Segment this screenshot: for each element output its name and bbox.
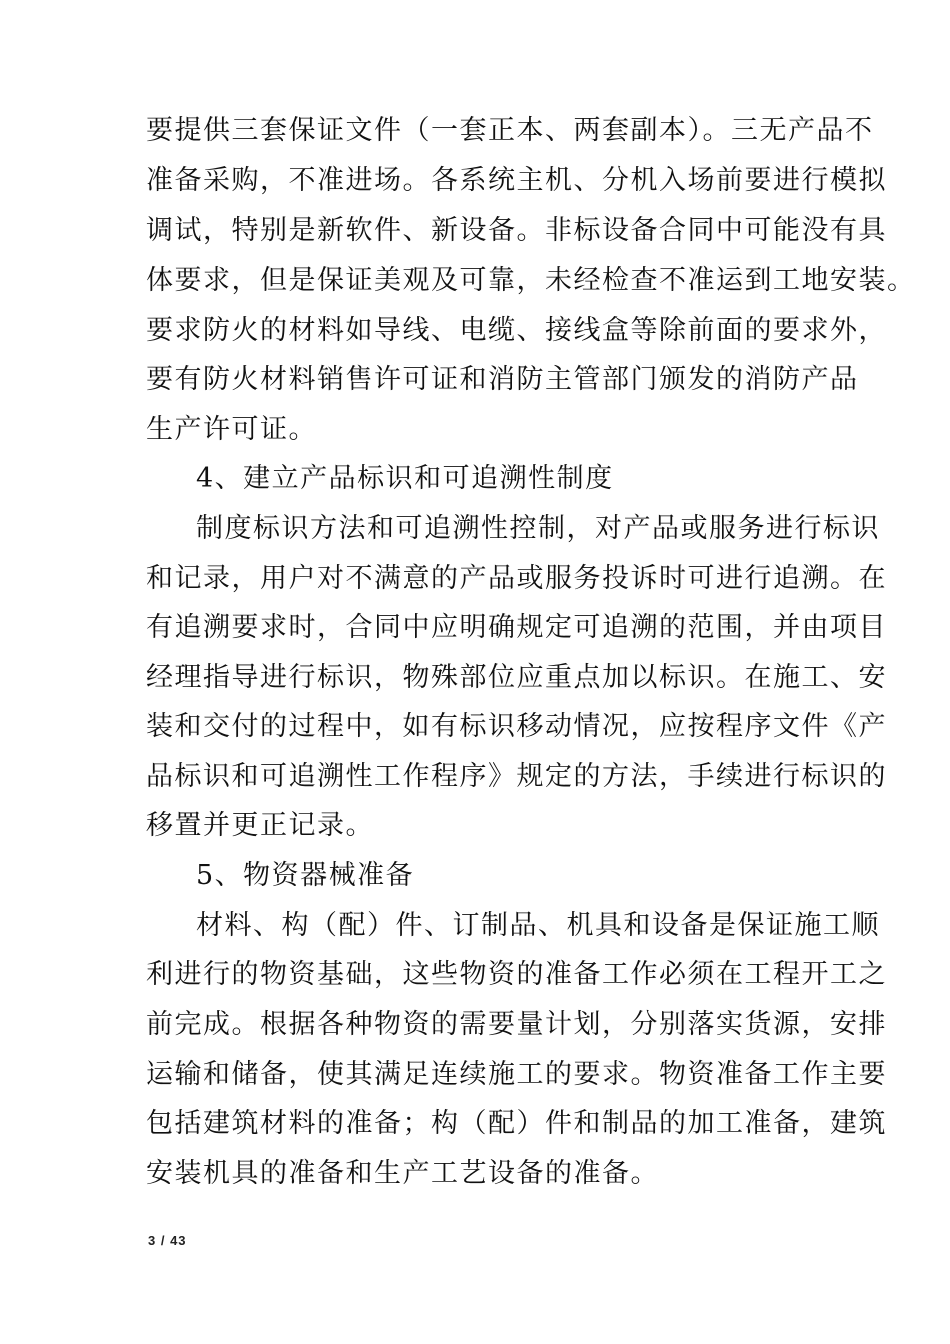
body-text-line: 调试，特别是新软件、新设备。非标设备合同中可能没有具 (146, 215, 887, 246)
body-text-line: 要求防火的材料如导线、电缆、接线盒等除前面的要求外， (146, 315, 887, 346)
body-text-line: 安装机具的准备和生产工艺设备的准备。 (146, 1158, 659, 1189)
body-text-line: 装和交付的过程中，如有标识移动情况，应按程序文件《产 (146, 711, 887, 742)
body-text-line: 要有防火材料销售许可证和消防主管部门颁发的消防产品 (146, 364, 859, 395)
body-text-line: 运输和储备，使其满足连续施工的要求。物资准备工作主要 (146, 1059, 887, 1090)
body-text-line: 生产许可证。 (146, 414, 317, 445)
body-text-line: 移置并更正记录。 (146, 810, 374, 841)
section-heading: 5、物资器械准备 (196, 860, 415, 891)
body-text-line: 体要求，但是保证美观及可靠，未经检查不准运到工地安装。 (146, 265, 916, 296)
body-text-line: 品标识和可追溯性工作程序》规定的方法，手续进行标识的 (146, 761, 887, 792)
body-text-line: 利进行的物资基础，这些物资的准备工作必须在工程开工之 (146, 959, 887, 990)
body-text-line: 经理指导进行标识，物殊部位应重点加以标识。在施工、安 (146, 662, 887, 693)
paragraph-first-line: 材料、构（配）件、订制品、机具和设备是保证施工顺 (196, 910, 880, 941)
body-text-line: 有追溯要求时，合同中应明确规定可追溯的范围，并由项目 (146, 612, 887, 643)
section-heading: 4、建立产品标识和可追溯性制度 (196, 463, 614, 494)
body-text-line: 和记录，用户对不满意的产品或服务投诉时可进行追溯。在 (146, 563, 887, 594)
paragraph-first-line: 制度标识方法和可追溯性控制，对产品或服务进行标识 (196, 513, 880, 544)
body-text-line: 要提供三套保证文件（一套正本、两套副本）。三无产品不 (146, 115, 874, 146)
body-text-line: 前完成。根据各种物资的需要量计划，分别落实货源，安排 (146, 1009, 887, 1040)
body-text-line: 包括建筑材料的准备；构（配）件和制品的加工准备，建筑 (146, 1108, 887, 1139)
body-text-line: 准备采购，不准进场。各系统主机、分机入场前要进行模拟 (146, 165, 887, 196)
page-number: 3 / 43 (148, 1233, 187, 1248)
